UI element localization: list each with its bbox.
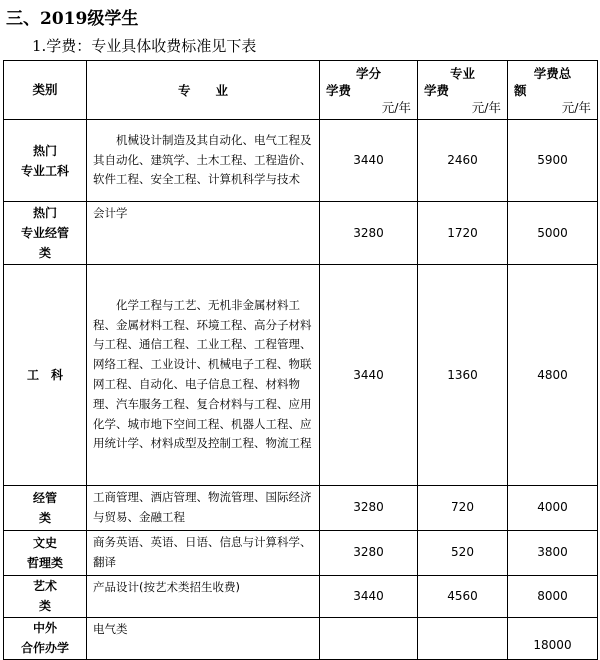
row-total-fee: 5900	[508, 120, 598, 202]
header-major-fee-unit: 元/年	[471, 99, 501, 115]
row-major-fee: 720	[418, 486, 508, 531]
row-credit-fee: 3280	[320, 486, 418, 531]
header-major-fee	[418, 61, 508, 120]
row-total-fee: 4000	[508, 486, 598, 531]
tuition-table	[3, 60, 598, 660]
header-total-fee-line2: 额	[514, 82, 527, 98]
row-total-fee: 8000	[508, 575, 598, 617]
row-majors: 工商管理、酒店管理、物流管理、国际经济与贸易、金融工程	[87, 486, 320, 531]
row-credit-fee: 3280	[320, 530, 418, 575]
table-header-row	[4, 61, 598, 120]
row-majors: 商务英语、英语、日语、信息与计算科学、翻译	[87, 530, 320, 575]
row-majors: 电气类	[87, 617, 320, 659]
header-major-fee-line2: 学费	[424, 82, 450, 98]
row-majors: 会计学	[87, 202, 320, 265]
header-major-fee-line1: 专业	[449, 65, 475, 81]
row-total-fee: 18000	[508, 617, 598, 659]
row-category: 中外 合作办学	[4, 617, 87, 659]
row-major-fee: 520	[418, 530, 508, 575]
row-credit-fee: 3440	[320, 120, 418, 202]
row-category: 工 科	[4, 265, 87, 486]
table-caption: 1.学费：专业具体收费标准见下表	[32, 37, 257, 55]
header-credit-fee-unit: 元/年	[381, 99, 411, 115]
row-category: 热门 专业经管 类	[4, 202, 87, 265]
row-major-fee: 4560	[418, 575, 508, 617]
row-category: 热门 专业工科	[4, 120, 87, 202]
header-total-fee	[508, 61, 598, 120]
row-major-fee: 2460	[418, 120, 508, 202]
header-category: 类别	[4, 61, 87, 120]
row-major-fee: 1360	[418, 265, 508, 486]
table-row	[4, 265, 598, 486]
row-category: 艺术 类	[4, 575, 87, 617]
row-majors: 产品设计(按艺术类招生收费)	[87, 575, 320, 617]
table-row	[4, 202, 598, 265]
row-credit-fee: 3440	[320, 265, 418, 486]
table-row	[4, 530, 598, 575]
section-title: 三、2019级学生	[6, 9, 139, 29]
row-major-fee: 1720	[418, 202, 508, 265]
header-total-fee-line1: 学费总	[533, 65, 572, 81]
row-category: 经管 类	[4, 486, 87, 531]
row-majors: 机械设计制造及其自动化、电气工程及其自动化、建筑学、土木工程、工程造价、软件工程、安全工程、计算机科学与技术	[87, 120, 320, 202]
row-category: 文史 哲理类	[4, 530, 87, 575]
table-row	[4, 120, 598, 202]
row-majors: 化学工程与工艺、无机非金属材料工程、金属材料工程、环境工程、高分子材料与工程、通信工程、工业工程、工程管理、网络工程、工业设计、机械电子工程、物联网工程、自动化、电子信息工程、材料物理、汽车服务工程、复合材料与工程、应用化学、城市地下空间工程、机器人工程、应用统计学、材料成型及控制工程、物流工程	[87, 265, 320, 486]
table-row	[4, 575, 598, 617]
row-total-fee: 3800	[508, 530, 598, 575]
table-row	[4, 486, 598, 531]
header-total-fee-unit: 元/年	[561, 99, 591, 115]
header-credit-fee	[320, 61, 418, 120]
header-major: 专 业	[87, 61, 320, 120]
header-credit-fee-line1: 学分	[355, 65, 381, 81]
row-credit-fee: 3440	[320, 575, 418, 617]
row-credit-fee: 3280	[320, 202, 418, 265]
row-total-fee: 5000	[508, 202, 598, 265]
row-total-fee: 4800	[508, 265, 598, 486]
header-credit-fee-line2: 学费	[326, 82, 352, 98]
